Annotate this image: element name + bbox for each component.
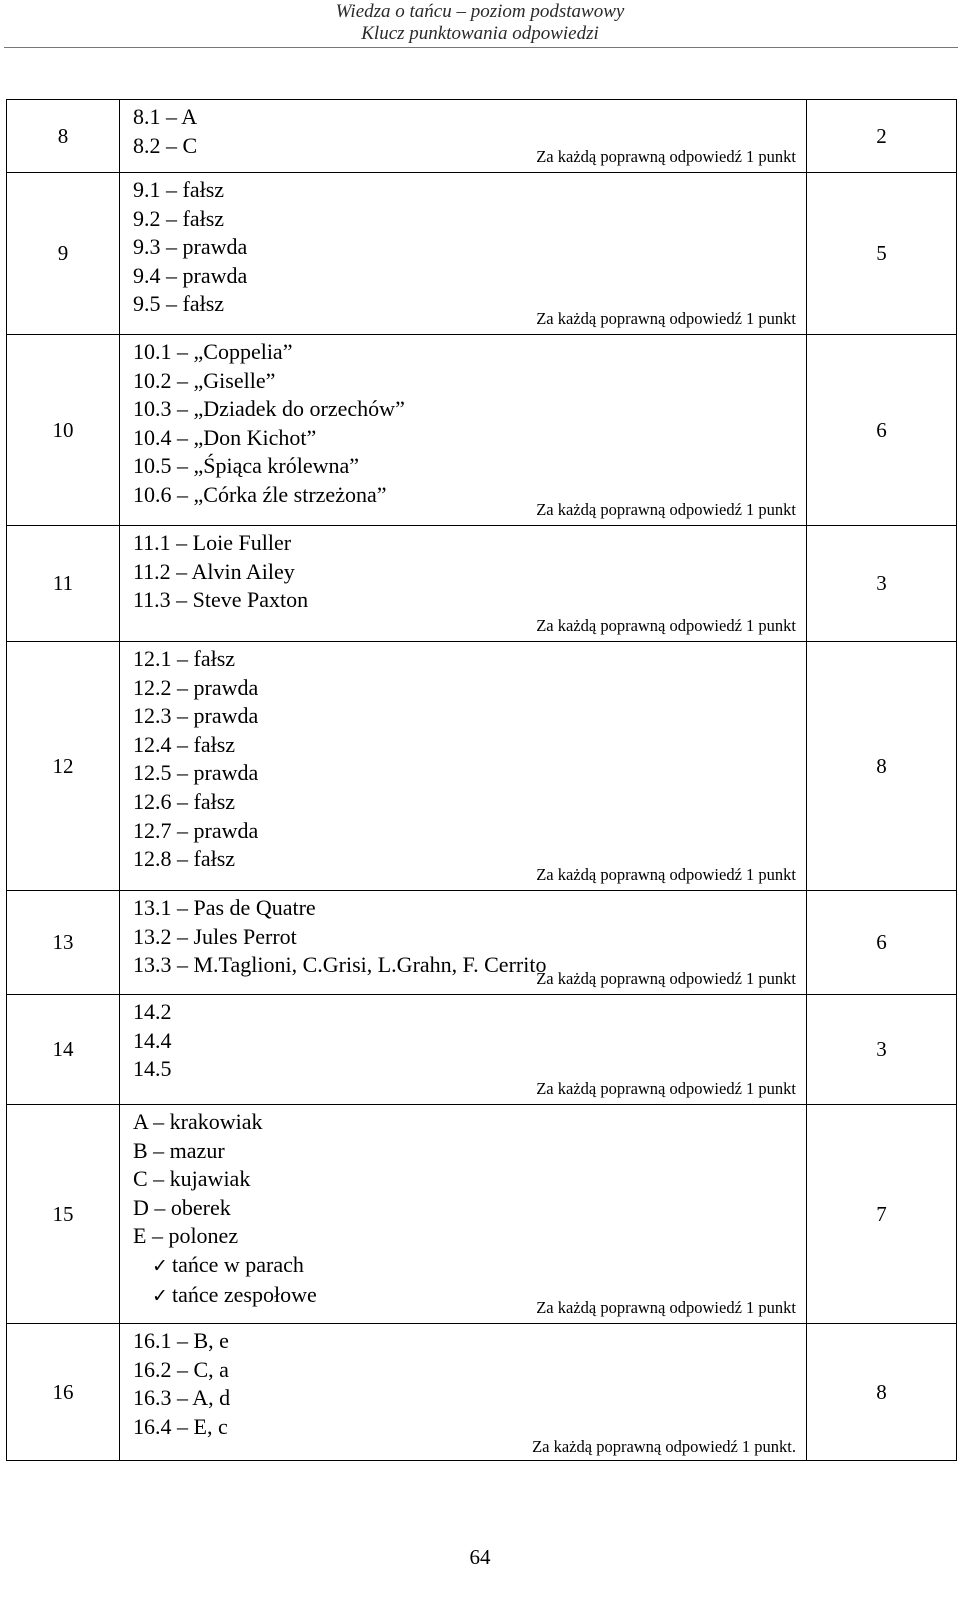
max-points: 8 [807, 642, 957, 891]
answer-line: 10.4 – „Don Kichot” [133, 424, 317, 450]
answer-cell [120, 995, 807, 1105]
answer-line: 14.2 [133, 999, 172, 1024]
task-number: 13 [7, 891, 120, 995]
table-row [7, 1324, 957, 1461]
task-number: 10 [7, 335, 120, 526]
scoring-note: Za każdą poprawną odpowiedź 1 punkt [536, 616, 796, 635]
answer-line: 10.5 – „Śpiąca królewna” [133, 453, 360, 479]
max-points: 8 [807, 1324, 957, 1461]
scoring-note: Za każdą poprawną odpowiedź 1 punkt [536, 1298, 796, 1317]
answer-line: 14.4 [133, 1027, 172, 1053]
answer-line: 12.7 – prawda [133, 817, 259, 843]
checklist-item [120, 1251, 806, 1281]
answer-line: 11.1 – Loie Fuller [133, 530, 292, 555]
header-rule [4, 47, 958, 48]
task-number: 15 [7, 1105, 120, 1324]
table-row [7, 173, 957, 335]
answer-line: A – krakowiak [133, 1109, 263, 1134]
max-points: 6 [807, 335, 957, 526]
scoring-note: Za każdą poprawną odpowiedź 1 punkt [536, 147, 796, 166]
answer-cell [120, 642, 807, 891]
answer-line: 10.3 – „Dziadek do orzechów” [133, 396, 405, 422]
answer-cell [120, 526, 807, 642]
answer-line: 8.2 – C [133, 132, 198, 158]
task-number: 8 [7, 100, 120, 173]
checklist-text: tańce w parach [172, 1251, 304, 1277]
scoring-note: Za każdą poprawną odpowiedź 1 punkt. [532, 1437, 796, 1456]
answer-line: 11.2 – Alvin Ailey [133, 558, 295, 584]
header-subtitle: Klucz punktowania odpowiedzi [361, 23, 599, 44]
scoring-note: Za każdą poprawną odpowiedź 1 punkt [536, 1079, 796, 1098]
max-points: 7 [807, 1105, 957, 1324]
answer-cell [120, 173, 807, 335]
task-number: 11 [7, 526, 120, 642]
answer-line: 14.5 [133, 1056, 172, 1082]
answer-line: 13.2 – Jules Perrot [133, 923, 297, 949]
header-title: Wiedza o tańcu – poziom podstawowy [335, 1, 625, 22]
answer-cell [120, 335, 807, 526]
answer-line: C – kujawiak [133, 1166, 251, 1192]
answer-line: 10.2 – „Giselle” [133, 367, 276, 393]
table-row [7, 526, 957, 642]
answer-line: 9.5 – fałsz [133, 291, 225, 317]
answer-line: 11.3 – Steve Paxton [133, 587, 309, 613]
task-number: 14 [7, 995, 120, 1105]
answer-line: 12.2 – prawda [133, 674, 259, 700]
answer-line: 16.3 – A, d [133, 1385, 231, 1411]
answer-line: 10.1 – „Coppelia” [133, 339, 293, 364]
max-points: 2 [807, 100, 957, 173]
table-row [7, 335, 957, 526]
table-row [7, 891, 957, 995]
answer-key-table [6, 99, 957, 1461]
answer-line: 16.4 – E, c [133, 1413, 228, 1439]
task-number: 16 [7, 1324, 120, 1461]
table-row [7, 642, 957, 891]
answer-line: 12.1 – fałsz [133, 646, 236, 671]
answer-line: 10.6 – „Córka źle strzeżona” [133, 481, 387, 507]
scoring-note: Za każdą poprawną odpowiedź 1 punkt [536, 500, 796, 519]
answer-cell [120, 1324, 807, 1461]
max-points: 6 [807, 891, 957, 995]
answer-line: 16.2 – C, a [133, 1356, 229, 1382]
answer-line: 8.1 – A [133, 104, 198, 129]
answer-line: 12.6 – fałsz [133, 788, 236, 814]
scoring-note: Za każdą poprawną odpowiedź 1 punkt [536, 865, 796, 884]
table-row [7, 995, 957, 1105]
answer-line: E – polonez [133, 1223, 239, 1249]
answer-line: 12.3 – prawda [133, 703, 259, 729]
answer-cell [120, 891, 807, 995]
answer-line: 12.5 – prawda [133, 760, 259, 786]
checklist-text: tańce zespołowe [172, 1281, 317, 1307]
answer-line: B – mazur [133, 1137, 225, 1163]
answer-line: D – oberek [133, 1194, 231, 1220]
answer-line: 12.4 – fałsz [133, 731, 236, 757]
scoring-note: Za każdą poprawną odpowiedź 1 punkt [536, 969, 796, 988]
answer-line: 13.1 – Pas de Quatre [133, 895, 316, 920]
page-number: 64 [469, 1545, 491, 1569]
task-number: 12 [7, 642, 120, 891]
table-row [7, 1105, 957, 1324]
answer-line: 13.3 – M.Taglioni, C.Grisi, L.Grahn, F. Cerrito [133, 952, 547, 978]
table-row [7, 100, 957, 173]
scoring-note: Za każdą poprawną odpowiedź 1 punkt [536, 309, 796, 328]
answer-line: 12.8 – fałsz [133, 846, 236, 872]
checkmark-icon: ✓ [152, 1254, 168, 1277]
max-points: 5 [807, 173, 957, 335]
task-number: 9 [7, 173, 120, 335]
answer-line: 9.3 – prawda [133, 234, 248, 260]
answer-cell [120, 1105, 807, 1324]
answer-line: 9.4 – prawda [133, 262, 248, 288]
answer-cell [120, 100, 807, 173]
max-points: 3 [807, 526, 957, 642]
answer-line: 9.2 – fałsz [133, 205, 225, 231]
max-points: 3 [807, 995, 957, 1105]
answer-line: 9.1 – fałsz [133, 177, 225, 202]
answer-line: 16.1 – B, e [133, 1328, 229, 1353]
checkmark-icon: ✓ [152, 1284, 168, 1307]
